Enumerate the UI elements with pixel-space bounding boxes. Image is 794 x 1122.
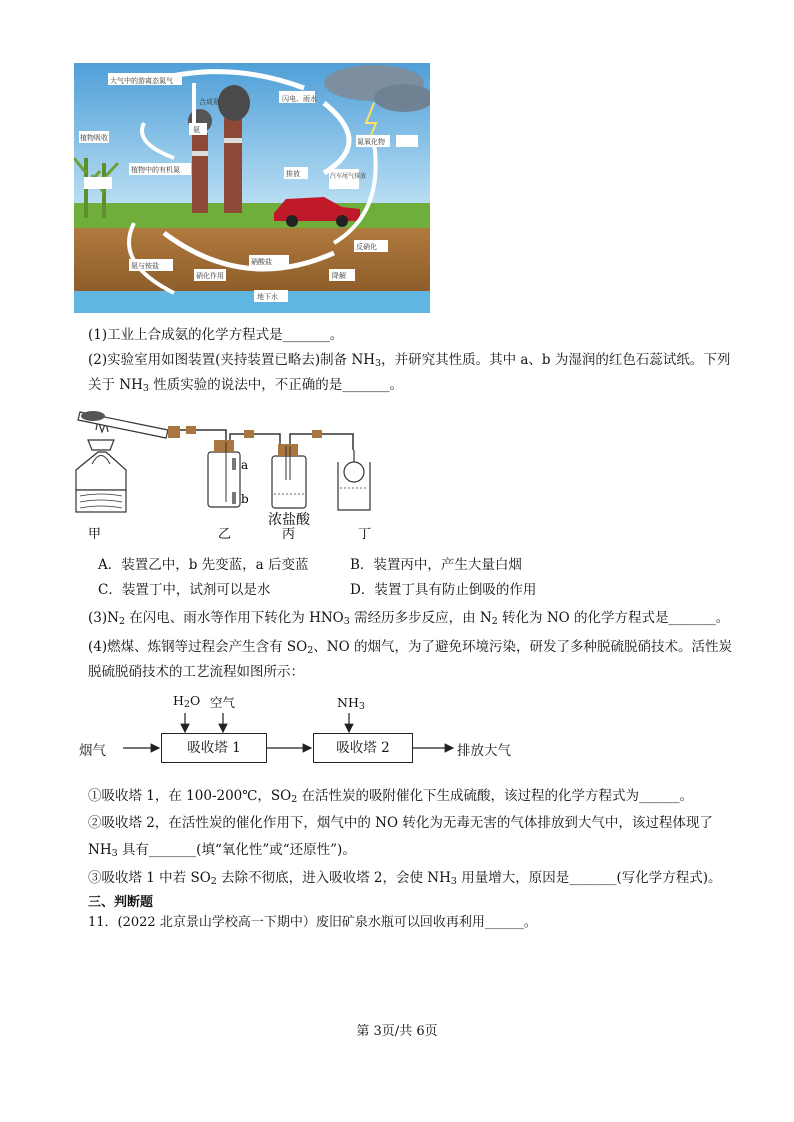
text: 去除不彻底，进入吸收塔 2，会使 NH [216,870,451,886]
cycle-label: 氨 [193,126,200,134]
text: 在活性炭的吸附催化下生成硫酸，该过程的化学方程式为______。 [297,788,694,804]
text: NH [337,695,359,710]
question-4-part-2-line-2 [88,840,356,860]
label-b: b [241,492,249,506]
subscript: 2 [491,616,498,627]
cycle-label: 硝化作用 [196,272,224,280]
flow-h2o [173,693,200,708]
subscript: 3 [358,701,365,712]
question-4-line-1 [88,637,732,657]
cycle-label: 排放 [286,170,300,178]
subscript: 2 [210,876,217,887]
label-jia: 甲 [88,527,102,542]
text: (3)N [88,610,119,626]
subscript: 2 [118,616,125,627]
flow-arrows [79,693,539,773]
nitrogen-cycle-illustration [74,63,430,313]
subscript: 2 [291,794,298,805]
cycle-label: 合成氨 [199,98,220,106]
text: 转化为 NO 的化学方程式是_______。 [497,610,730,626]
text: ，并研究其性质。其中 a、b 为湿润的红色石蕊试纸。下列 [381,352,731,368]
text: 性质实验的说法中，不正确的是_______。 [148,377,403,393]
flow-exhaust: 排放大气 [457,743,511,759]
flow-flue-gas: 烟气 [79,743,106,759]
cycle-label: 降解 [332,272,346,280]
cycle-label: 反硝化 [356,243,377,251]
page-number: 第 3页/共 6页 [356,1024,438,1039]
cycle-label: 汽车尾气排放 [330,173,367,180]
flow-chart [79,693,539,773]
option-a[interactable]: A．装置乙中，b 先变蓝，a 后变蓝 [98,557,309,573]
text: NH [88,842,112,858]
label-a: a [241,458,249,472]
cycle-label: 植物吸收 [80,134,108,142]
question-11: 11．(2022 北京景山学校高一下期中）废旧矿泉水瓶可以回收再利用______。 [88,915,537,930]
option-d[interactable]: D．装置丁具有防止倒吸的作用 [350,582,537,598]
question-1: (1)工业上合成氨的化学方程式是_______。 [88,327,344,343]
subscript: 3 [111,848,118,859]
cycle-label: 硝酸盐 [251,258,272,266]
question-4-part-1 [88,786,693,806]
cycle-label: 大气中的游离态氮气 [110,77,173,85]
text: 需经历多步反应，由 N [349,610,492,626]
section-title: 三、判断题 [88,895,154,910]
cycle-label: 氮氧化物 [357,138,385,146]
label-ding: 丁 [358,527,372,542]
option-b[interactable]: B．装置丙中，产生大量白烟 [350,557,522,573]
flow-nh3 [337,695,365,710]
question-3 [88,608,729,628]
label-conc-hcl: 浓盐酸 [268,512,310,528]
text: 具有_______(填“氧化性”或“还原性”)。 [117,842,356,858]
question-4-part-3 [88,868,722,888]
cycle-label: 闪电、雨水 [282,95,317,103]
label-yi: 乙 [218,527,232,542]
absorption-tower-2: 吸收塔 2 [313,733,413,763]
text: (2)实验室用如图装置(夹持装置已略去)制备 NH [88,352,376,368]
subscript: 2 [183,699,190,710]
flow-air: 空气 [210,695,236,710]
subscript: 3 [142,383,149,394]
question-4-part-2-line-1: ②吸收塔 2，在活性炭的催化作用下，烟气中的 NO 转化为无毒无害的气体排放到大气中，该过程体现了 [88,815,713,831]
option-c[interactable]: C．装置丁中，试剂可以是水 [98,582,271,598]
text: ③吸收塔 1 中若 SO [88,870,211,886]
text: H [173,693,184,708]
subscript: 2 [307,645,314,656]
absorption-tower-1: 吸收塔 1 [161,733,267,763]
subscript: 3 [450,876,457,887]
subscript: 3 [343,616,350,627]
cycle-label: 地下水 [257,293,278,301]
text: 用量增大，原因是_______(写化学方程式)。 [456,870,722,886]
subscript: 3 [375,358,382,369]
question-2-line-2 [88,375,403,395]
text: (4)燃煤、炼钢等过程会产生含有 SO [88,639,308,655]
question-2-line-1 [88,350,730,370]
question-4-line-2: 脱硫脱硝技术的工艺流程如图所示： [88,664,304,680]
text: 关于 NH [88,377,143,393]
label-bing: 丙 [282,527,296,542]
text: ①吸收塔 1，在 100-200℃，SO [88,788,292,804]
cycle-label: 氨与铵盐 [131,262,159,270]
text: O [189,693,201,708]
cycle-label: 植物中的有机氮 [131,166,180,174]
text: 在闪电、雨水等作用下转化为 HNO [124,610,344,626]
ammonia-apparatus-diagram [68,402,388,544]
text: 、NO 的烟气，为了避免环境污染，研发了多种脱硫脱硝技术。活性炭 [313,639,732,655]
